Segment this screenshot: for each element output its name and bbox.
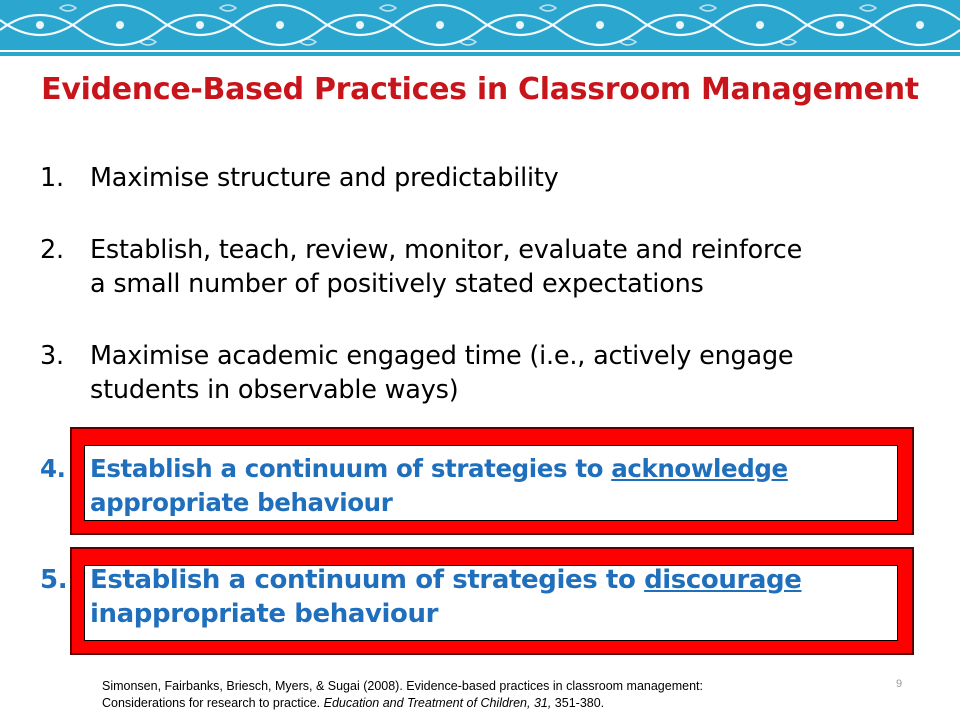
item-text-line1 [90, 563, 920, 597]
item-text-line2: students in observable ways) [90, 375, 459, 405]
maori-koru-pattern-icon [0, 0, 960, 50]
page-number: 9 [896, 678, 903, 690]
item-text [90, 339, 920, 407]
item-number: 5. [40, 565, 68, 595]
citation-line1: Simonsen, Fairbanks, Briesch, Myers, & Sugai (2008). Evidence-based practices in classroom management: [102, 679, 703, 693]
item-text-line1: Maximise academic engaged time (i.e., actively engage [90, 341, 794, 371]
item-text-line2: a small number of positively stated expectations [90, 269, 704, 299]
item-text-line2: appropriate behaviour [90, 488, 393, 517]
citation-pages: 351-380. [551, 696, 605, 710]
citation-journal: Education and Treatment of Children, 31, [323, 696, 552, 710]
item-text [90, 563, 920, 631]
item-text: Maximise structure and predictability [90, 163, 559, 193]
item-text-line2: inappropriate behaviour [90, 599, 439, 629]
item-text-prefix: Establish a continuum of strategies to [90, 454, 612, 483]
header-banner [0, 0, 960, 50]
citation-line2 [102, 695, 892, 712]
citation [102, 678, 892, 712]
item-text-prefix: Establish a continuum of strategies to [90, 565, 645, 595]
item-text [90, 233, 920, 301]
item-number: 1. [40, 163, 64, 193]
citation-title-part: Considerations for research to practice. [102, 696, 324, 710]
item-text [90, 452, 920, 520]
item-number: 4. [40, 454, 66, 483]
item-number: 2. [40, 235, 64, 265]
underlined-keyword: discourage [644, 565, 802, 595]
item-text-line1 [90, 452, 920, 486]
slide-title: Evidence-Based Practices in Classroom Management [41, 72, 919, 107]
item-number: 3. [40, 341, 64, 371]
banner-divider [0, 52, 960, 56]
underlined-keyword: acknowledge [611, 454, 788, 483]
item-text-line1: Establish, teach, review, monitor, evaluate and reinforce [90, 235, 803, 265]
